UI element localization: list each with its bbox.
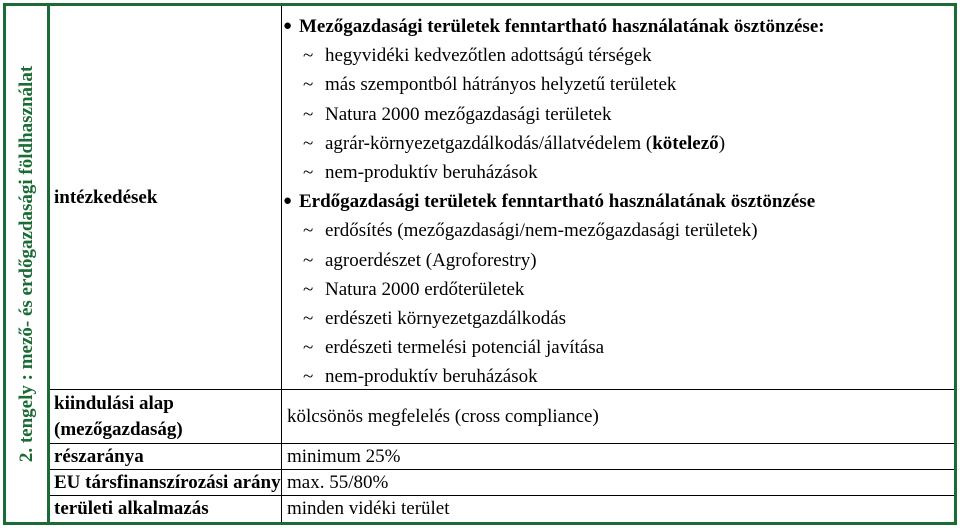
- baseline-value: kölcsönös megfelelés (cross compliance): [287, 405, 599, 427]
- scope-row: [50, 496, 954, 522]
- list-item: ~ erdészeti környezetgazdálkodás: [283, 304, 954, 333]
- list-item: ~ agroerdészet (Agroforestry): [283, 246, 954, 275]
- share-label: részaránya: [50, 444, 282, 469]
- scope-label: területi alkalmazás: [50, 496, 282, 522]
- list-item: ~ erdészeti termelési potenciál javítása: [283, 333, 954, 362]
- tilde-icon: ~: [303, 366, 314, 388]
- list-item: ~ nem-produktív beruházások: [283, 362, 954, 391]
- cofinancing-row: [50, 470, 954, 496]
- share-row: [50, 444, 954, 470]
- tilde-icon: ~: [303, 220, 314, 242]
- measure-group-heading: ● Erdőgazdasági területek fenntartható használatának ösztönzése: [283, 187, 954, 216]
- measure-group-heading: ● Mezőgazdasági területek fenntartható használatának ösztönzése:: [283, 12, 954, 41]
- baseline-label: kiindulási alap (mezőgazdaság): [50, 390, 282, 443]
- tilde-icon: ~: [303, 45, 314, 67]
- measures-row: [50, 6, 954, 390]
- cofinancing-value: max. 55/80%: [287, 471, 389, 493]
- list-item: ~ hegyvidéki kedvezőtlen adottságú térségek: [283, 41, 954, 70]
- tilde-icon: ~: [303, 308, 314, 330]
- tilde-icon: ~: [303, 132, 314, 154]
- list-item: ~ más szempontból hátrányos helyzetű területek: [283, 70, 954, 99]
- share-value: minimum 25%: [287, 445, 401, 467]
- measures-list: [283, 12, 954, 392]
- list-item: ~ Natura 2000 erdőterületek: [283, 275, 954, 304]
- table-frame: [3, 3, 957, 525]
- baseline-row: [50, 390, 954, 444]
- bullet-icon: ●: [283, 193, 293, 210]
- list-item: ~ Natura 2000 mezőgazdasági területek: [283, 100, 954, 129]
- mandatory-emphasis: kötelező: [652, 132, 719, 154]
- bullet-icon: ●: [283, 18, 293, 34]
- tilde-icon: ~: [303, 337, 314, 359]
- scope-value: minden vidéki terület: [287, 498, 450, 519]
- list-item: ~ agrár-környezetgazdálkodás/állatvédelem (kötelező): [283, 129, 954, 158]
- list-item: ~ erdősítés (mezőgazdasági/nem-mezőgazdasági területek): [283, 216, 954, 245]
- tilde-icon: ~: [303, 74, 314, 96]
- list-item: ~ nem-produktív beruházások: [283, 158, 954, 187]
- tilde-icon: ~: [303, 278, 314, 300]
- tilde-icon: ~: [303, 162, 314, 184]
- axis-table: [50, 6, 954, 522]
- tilde-icon: ~: [303, 249, 314, 271]
- axis-title: 2. tengely : mező- és erdőgazdasági földhasználat: [15, 65, 37, 463]
- tilde-icon: ~: [303, 103, 314, 125]
- axis-side-column: [6, 6, 50, 522]
- cofinancing-label: EU társfinanszírozási arány: [50, 470, 282, 495]
- measures-label: intézkedések: [50, 6, 282, 389]
